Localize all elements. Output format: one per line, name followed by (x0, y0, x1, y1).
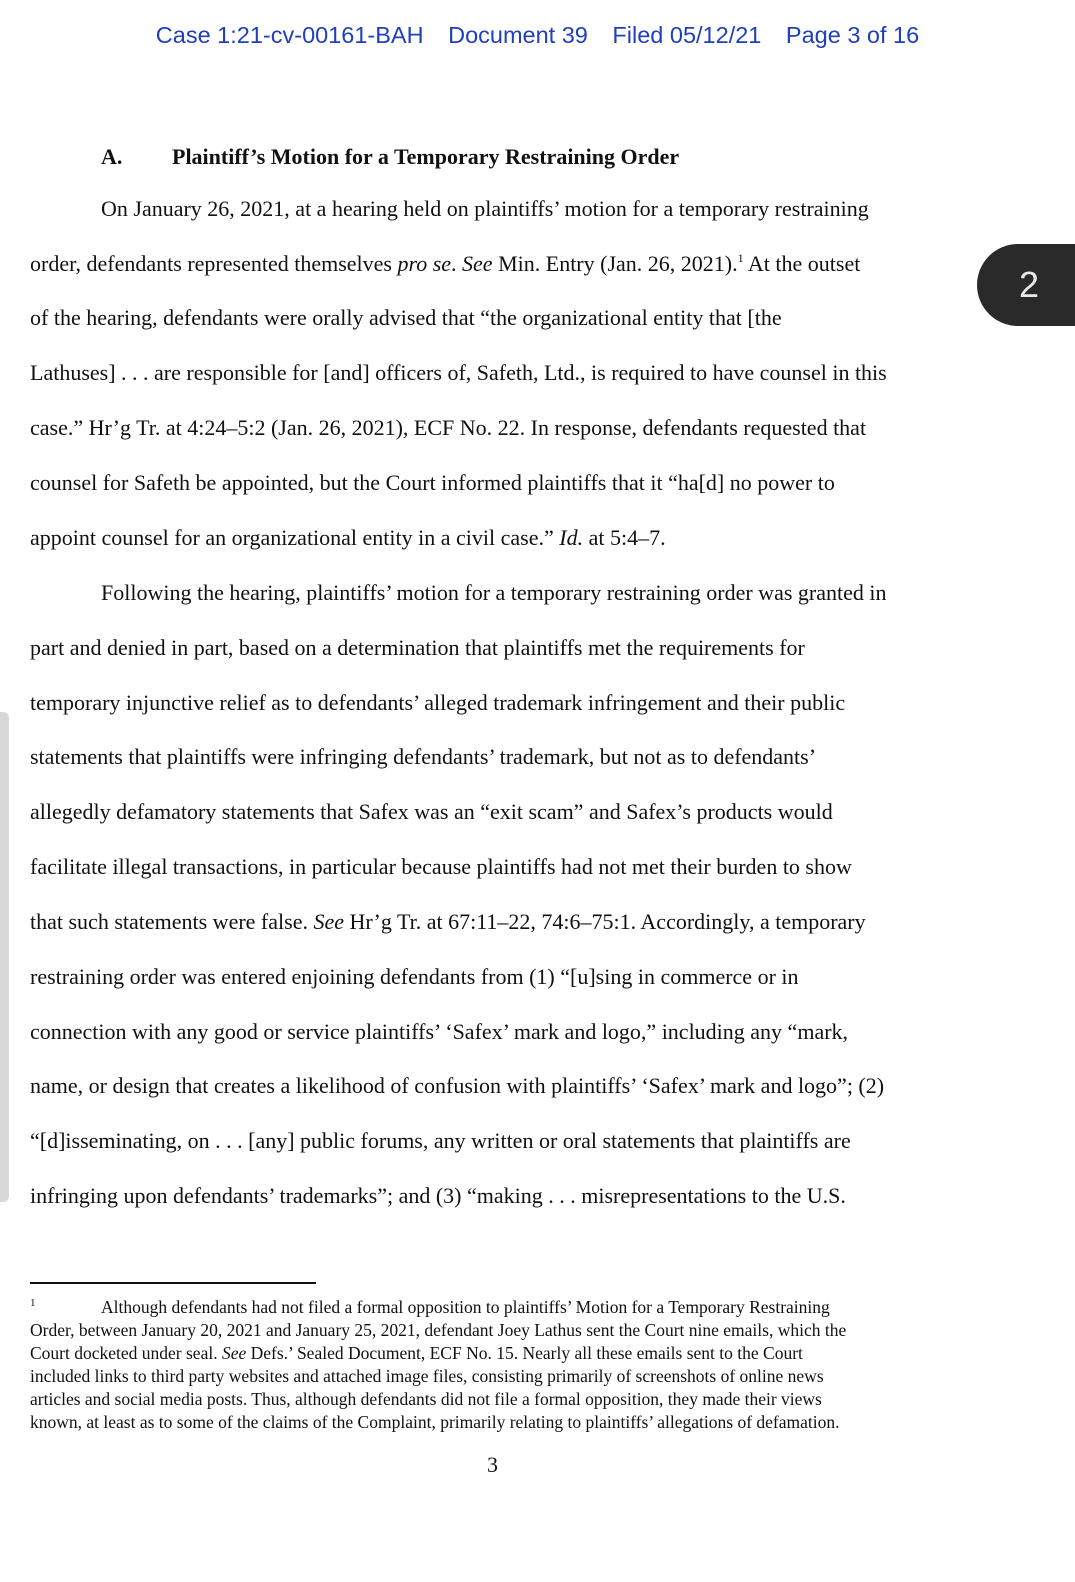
body-line: name, or design that creates a likelihood of confusion with plaintiffs’ ‘Safex’ mark and logo”; (2) (30, 1073, 885, 1098)
body-line: facilitate illegal transactions, in particular because plaintiffs had not met their burden to show (30, 854, 852, 879)
body-line: statements that plaintiffs were infringing defendants’ trademark, but not as to defendants’ (30, 744, 817, 769)
footnote-reference[interactable]: 1 (737, 251, 744, 265)
section-heading (101, 144, 679, 170)
section-title: Plaintiff’s Motion for a Temporary Restraining Order (172, 144, 680, 169)
see-italic: See (221, 1343, 247, 1363)
section-letter: A. (101, 144, 123, 169)
footnote-divider (30, 1282, 316, 1284)
body-line: infringing upon defendants’ trademarks”; and (3) “making . . . misrepresentations to the U.S. (30, 1183, 846, 1208)
body-line: connection with any good or service plaintiffs’ ‘Safex’ mark and logo,” including any “mark, (30, 1019, 849, 1044)
body-line: allegedly defamatory statements that Safex was an “exit scam” and Safex’s products would (30, 799, 833, 824)
see-italic: See (462, 251, 493, 276)
body-line: “[d]isseminating, on . . . [any] public forums, any written or oral statements that plaintiffs are (30, 1128, 851, 1153)
footnote-line: articles and social media posts. Thus, although defendants did not file a formal opposition, they made their views (30, 1389, 822, 1409)
body-line: On January 26, 2021, at a hearing held on plaintiffs’ motion for a temporary restraining (101, 196, 869, 221)
body-line: part and denied in part, based on a determination that plaintiffs met the requirements for (30, 635, 805, 660)
scroll-handle[interactable] (0, 712, 9, 1202)
footnote-line: Although defendants had not filed a formal opposition to plaintiffs’ Motion for a Temporary Restraining (101, 1297, 830, 1317)
body-line: Lathuses] . . . are responsible for [and] officers of, Safeth, Ltd., is required to have counsel in this (30, 360, 887, 385)
case-number: Case 1:21-cv-00161-BAH (155, 22, 424, 48)
page-number: 3 (487, 1452, 498, 1477)
footnote-line: Order, between January 20, 2021 and January 25, 2021, defendant Joey Lathus sent the Court nine emails, which the (30, 1320, 847, 1340)
body-line: case.” Hr’g Tr. at 4:24–5:2 (Jan. 26, 2021), ECF No. 22. In response, defendants requested that (30, 415, 867, 440)
page-of: Page 3 of 16 (785, 22, 920, 48)
body-line: of the hearing, defendants were orally advised that “the organizational entity that [the (30, 305, 782, 330)
document-number: Document 39 (448, 22, 588, 48)
page-indicator-badge[interactable]: 2 (977, 244, 1075, 326)
footnote-line: known, at least as to some of the claims of the Complaint, primarily relating to plaintiffs’ allegations of defamation. (30, 1412, 840, 1432)
body-line: that such statements were false. See Hr’g Tr. at 67:11–22, 74:6–75:1. Accordingly, a temporary (30, 909, 866, 934)
body-line: order, defendants represented themselves pro se. See Min. Entry (Jan. 26, 2021).$^1$ At the outset (30, 251, 861, 276)
body-line: counsel for Safeth be appointed, but the Court informed plaintiffs that it “ha[d] no power to (30, 470, 835, 495)
body-line: temporary injunctive relief as to defendants’ alleged trademark infringement and their public (30, 690, 846, 715)
ecf-header (0, 22, 1075, 49)
footnote-line: Court docketed under seal. See Defs.’ Sealed Document, ECF No. 15. Nearly all these emails sent to the Court (30, 1343, 803, 1363)
body-line: Following the hearing, plaintiffs’ motion for a temporary restraining order was granted in (101, 580, 887, 605)
body-line: restraining order was entered enjoining defendants from (1) “[u]sing in commerce or in (30, 964, 799, 989)
footnote-line: included links to third party websites and attached image files, consisting primarily of screenshots of online news (30, 1366, 824, 1386)
pro-se-italic: pro se (397, 251, 452, 276)
footnote-mark: 1 (30, 1297, 36, 1309)
id-italic: Id. (559, 525, 584, 550)
see-italic: See (313, 909, 344, 934)
body-line: appoint counsel for an organizational entity in a civil case.” Id. at 5:4–7. (30, 525, 666, 550)
filed-date: Filed 05/12/21 (612, 22, 762, 48)
